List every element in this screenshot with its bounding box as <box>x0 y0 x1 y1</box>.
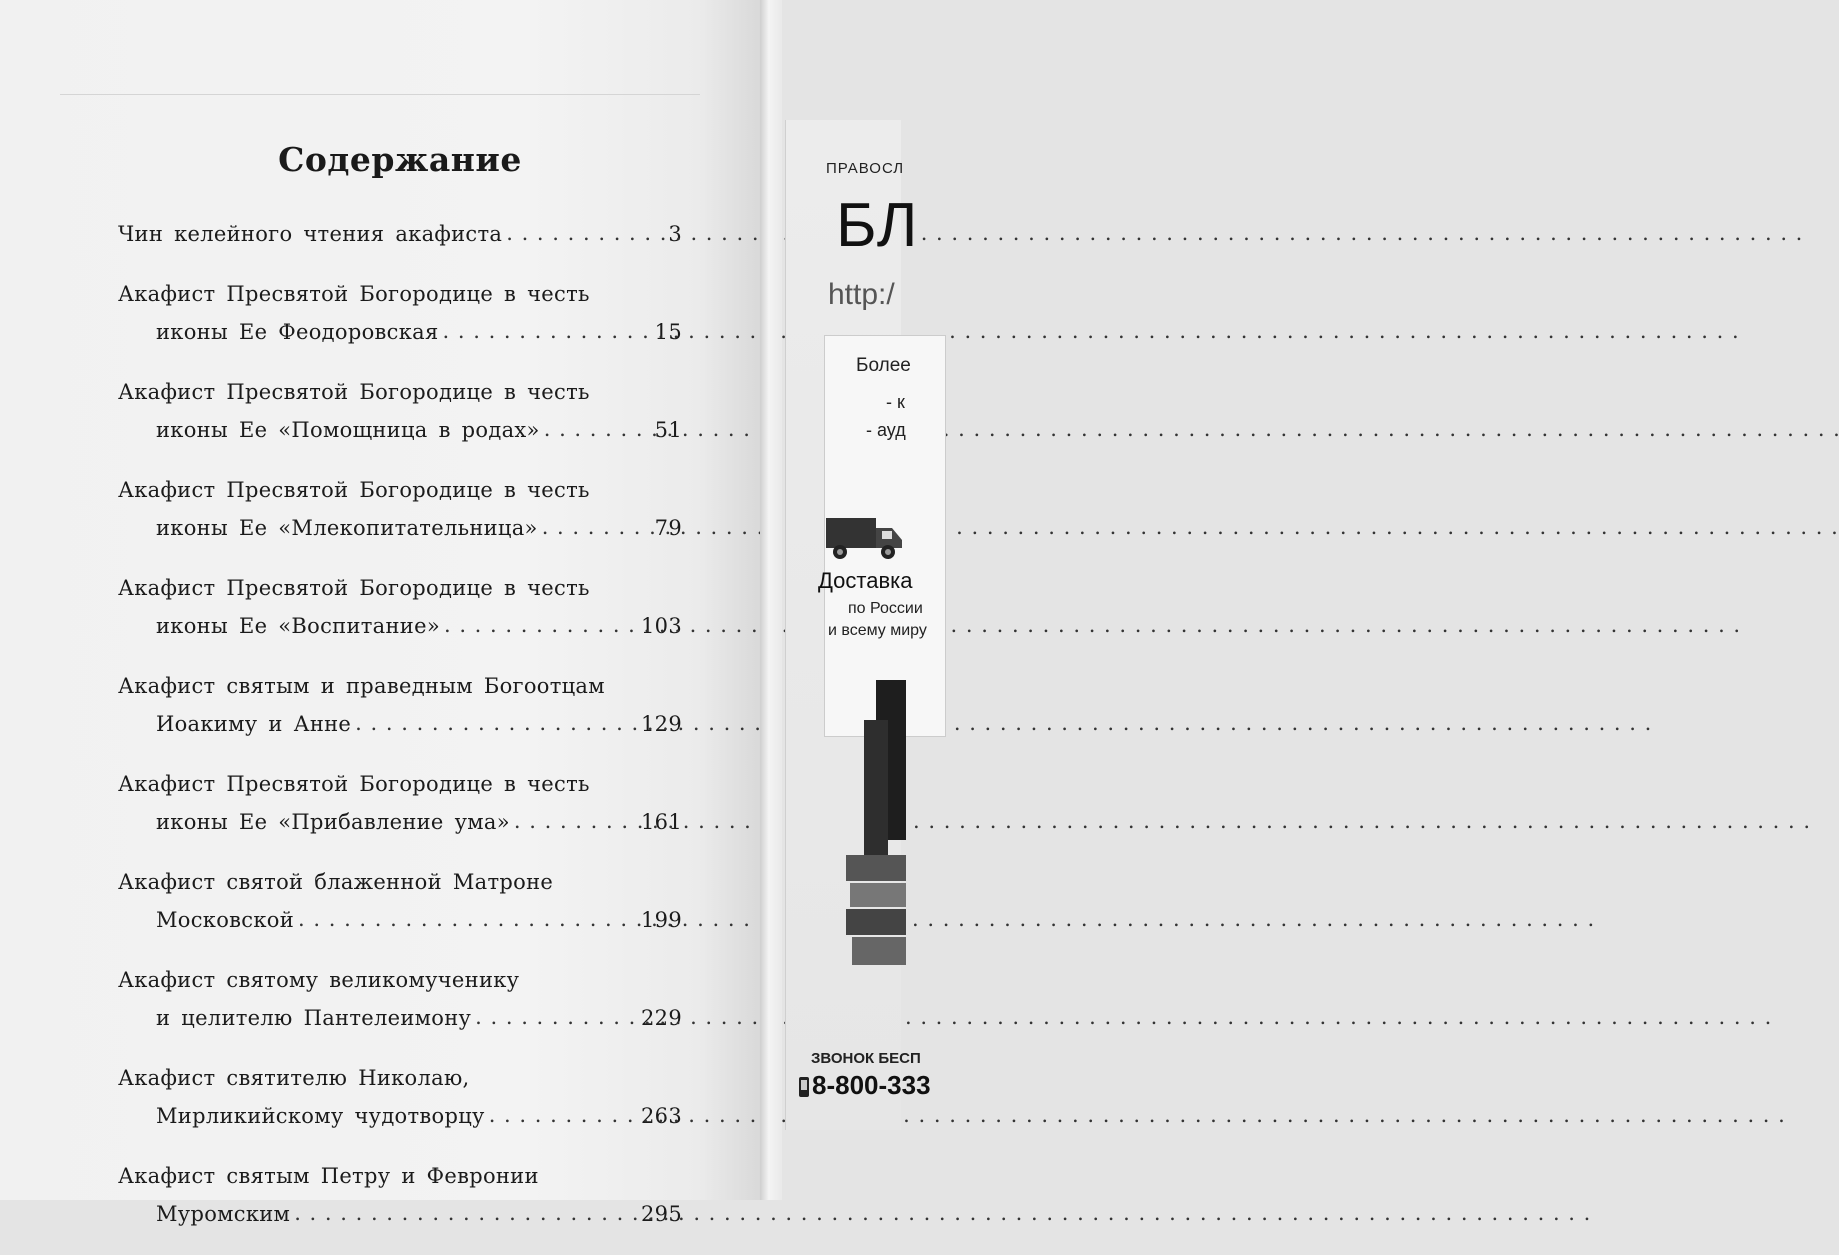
toc-entry-line <box>118 1097 682 1135</box>
toc-entry-text: Муромским <box>156 1202 291 1226</box>
toc-entry-text: Акафист святителю Николаю, <box>118 1066 470 1090</box>
toc-page-number: 263 <box>641 1104 682 1128</box>
toc-page-number: 295 <box>641 1202 682 1226</box>
toc-entry <box>118 1059 682 1135</box>
toc-entry-line <box>118 803 682 841</box>
ad-top-text: ПРАВОСЛ <box>826 160 905 177</box>
page-title: Содержание <box>278 140 522 179</box>
toc-entry <box>118 215 682 253</box>
toc-entry-line <box>118 509 682 547</box>
book-page <box>0 0 760 1226</box>
books-stack-icon <box>846 680 906 970</box>
toc-entry-line <box>118 1059 682 1097</box>
toc-leader-dots <box>514 808 637 829</box>
toc-entry-line <box>118 215 682 253</box>
ad-delivery-russia: по России <box>848 600 923 617</box>
toc-entry-line <box>118 411 682 449</box>
toc-leader-dots <box>489 1102 637 1123</box>
toc-entry <box>118 961 682 1037</box>
toc-entry-line <box>118 373 682 411</box>
toc-page-number: 161 <box>641 810 682 834</box>
phone-icon <box>798 1076 810 1098</box>
toc-page-number: 199 <box>641 908 682 932</box>
toc-entry-text: Акафист святому великомученику <box>118 968 520 992</box>
ad-url: http:/ <box>828 278 895 311</box>
toc-entry-text: Акафист Пресвятой Богородице в честь <box>118 772 590 796</box>
toc-entry-line <box>118 275 682 313</box>
toc-entry-text: Акафист Пресвятой Богородице в честь <box>118 576 590 600</box>
ad-call-label: ЗВОНОК БЕСП <box>811 1050 921 1067</box>
toc-page-number: 129 <box>641 712 682 736</box>
toc-entry-text: Московской <box>156 908 295 932</box>
table-of-contents <box>118 215 682 1255</box>
toc-entry-text: Чин келейного чтения акафиста <box>118 222 503 246</box>
toc-entry-text: иконы Ее «Воспитание» <box>156 614 440 638</box>
toc-leader-dots <box>443 318 651 339</box>
ad-phone-number: 8-800-333 <box>812 1070 931 1100</box>
toc-entry-text: Иоакиму и Анне <box>156 712 352 736</box>
toc-entry-line <box>118 705 682 743</box>
ad-bullet-2: - ауд <box>866 420 906 440</box>
toc-page-number: 3 <box>668 222 682 246</box>
toc-leader-dots <box>506 220 664 241</box>
toc-leader-dots <box>544 416 651 437</box>
toc-entry <box>118 373 682 449</box>
toc-entry-line <box>118 471 682 509</box>
toc-leader-dots <box>355 710 637 731</box>
toc-entry-text: Акафист святым Петру и Февронии <box>118 1164 539 1188</box>
toc-entry-text: иконы Ее «Помощница в родах» <box>156 418 540 442</box>
toc-entry <box>118 471 682 547</box>
ad-more-text: Более <box>856 355 911 376</box>
toc-leader-dots <box>294 1200 637 1221</box>
ad-brand: БЛ <box>836 191 918 260</box>
toc-entry <box>118 863 682 939</box>
toc-entry <box>118 275 682 351</box>
ad-delivery-world: и всему миру <box>828 622 927 639</box>
toc-entry-line <box>118 569 682 607</box>
bleed-through-header <box>60 56 700 95</box>
truck-icon <box>824 510 904 562</box>
toc-entry-line <box>118 313 682 351</box>
toc-page-number: 15 <box>654 320 682 344</box>
toc-leader-dots <box>298 906 637 927</box>
toc-entry-line <box>118 607 682 645</box>
ad-delivery: Доставка <box>818 568 913 593</box>
toc-entry-line <box>118 667 682 705</box>
toc-page-number: 51 <box>654 418 682 442</box>
toc-entry-text: иконы Ее «Млекопитательница» <box>156 516 538 540</box>
ad-bullet-1: - к <box>886 392 905 412</box>
toc-entry-text: Акафист Пресвятой Богородице в честь <box>118 380 590 404</box>
toc-page-number: 229 <box>641 1006 682 1030</box>
toc-entry-line <box>118 901 682 939</box>
toc-entry-text: Мирликийскому чудотворцу <box>156 1104 485 1128</box>
toc-entry-text: иконы Ее Феодоровская <box>156 320 439 344</box>
toc-entry-line <box>118 999 682 1037</box>
toc-entry-line <box>118 1157 682 1195</box>
toc-entry-text: и целителю Пантелеимону <box>156 1006 472 1030</box>
page-edge <box>760 0 782 1200</box>
toc-leader-dots <box>475 1004 637 1025</box>
toc-entry <box>118 765 682 841</box>
toc-entry <box>118 667 682 743</box>
toc-entry-line <box>118 765 682 803</box>
toc-entry-text: Акафист святой блаженной Матроне <box>118 870 554 894</box>
toc-entry-text: Акафист Пресвятой Богородице в честь <box>118 478 590 502</box>
toc-entry-text: Акафист Пресвятой Богородице в честь <box>118 282 590 306</box>
toc-entry <box>118 1157 682 1233</box>
toc-page-number: 103 <box>641 614 682 638</box>
toc-entry <box>118 569 682 645</box>
toc-entry-text: Акафист святым и праведным Богоотцам <box>118 674 605 698</box>
toc-entry-line <box>118 961 682 999</box>
toc-entry-line <box>118 1195 682 1233</box>
toc-entry-line <box>118 863 682 901</box>
toc-entry-text: иконы Ее «Прибавление ума» <box>156 810 510 834</box>
toc-leader-dots <box>444 612 637 633</box>
toc-leader-dots <box>542 514 651 535</box>
advertisement-insert <box>785 120 931 1130</box>
toc-page-number: 79 <box>654 516 682 540</box>
